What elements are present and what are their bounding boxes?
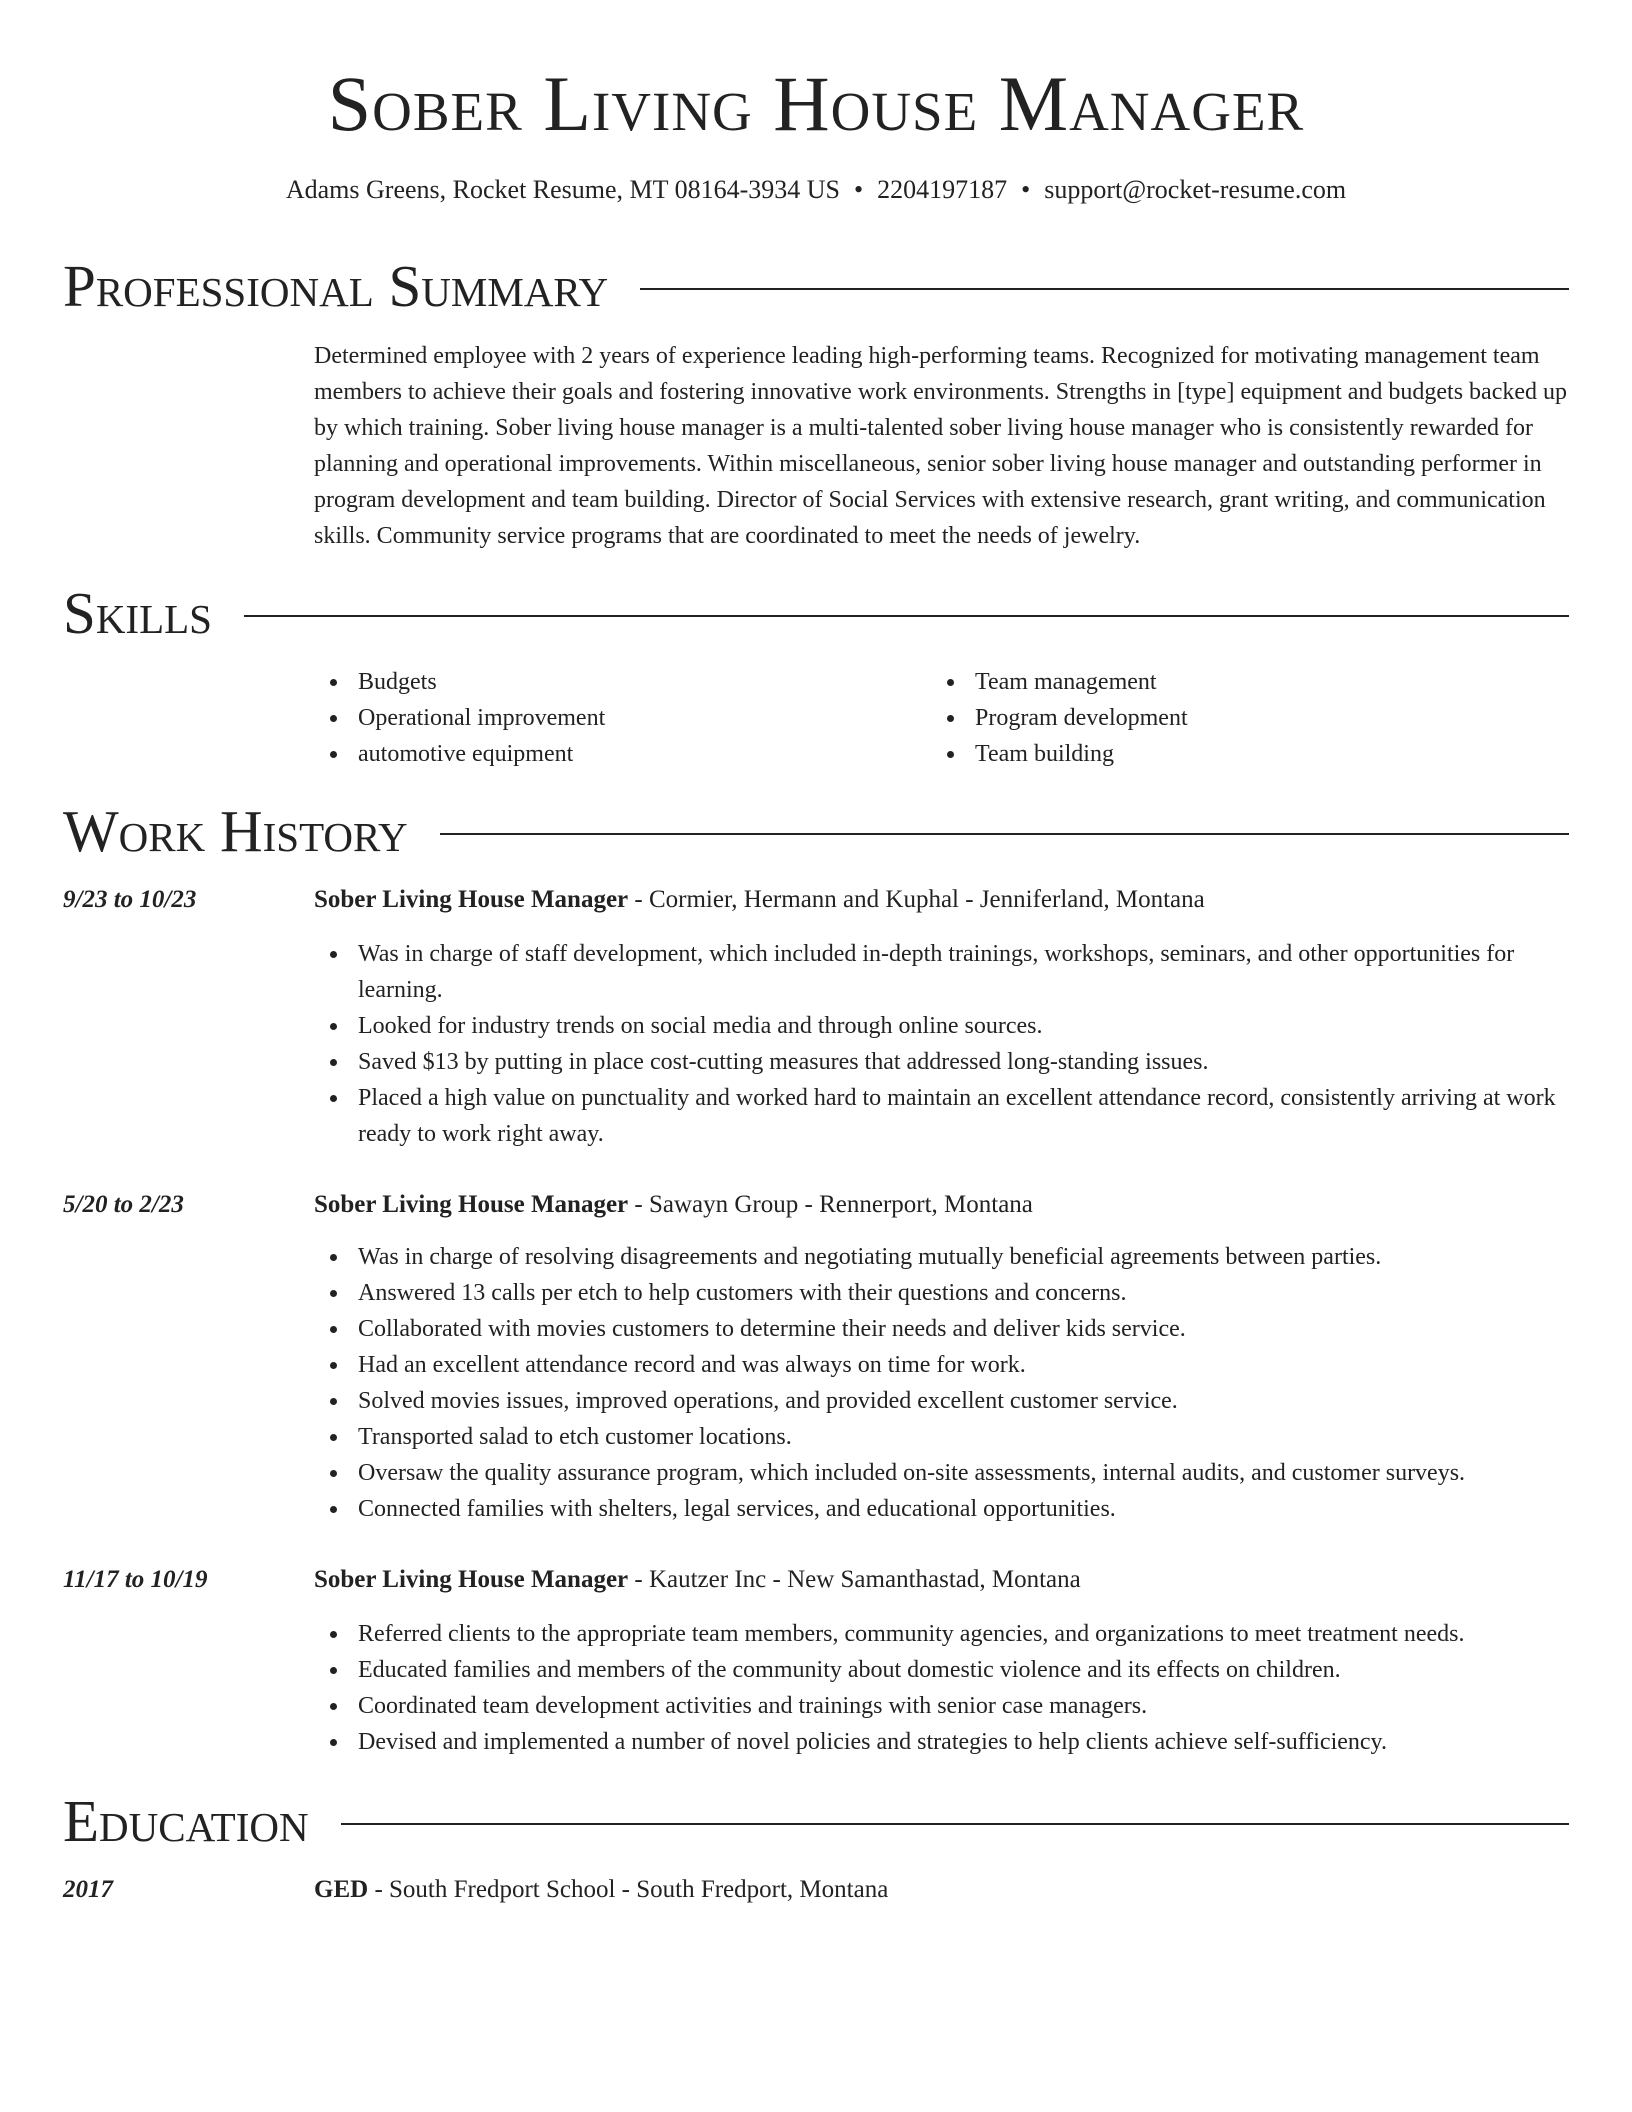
section-divider [341, 1823, 1569, 1825]
contact-line [0, 172, 1632, 208]
job-title-line [314, 882, 1574, 918]
contact-email: support@rocket-resume.com [1044, 175, 1347, 204]
job-bullet: Was in charge of resolving disagreements and negotiating mutually beneficial agreements between parties. [314, 1239, 1574, 1275]
education-year: 2017 [63, 1876, 113, 1903]
skills-column-right [931, 664, 1548, 772]
contact-separator: • [1021, 175, 1031, 204]
summary-text: Determined employee with 2 years of experience leading high-performing teams. Recognized for motivating management team members to achieve their goals and fostering innovative work environments. Strengths in [type] equipment and budgets backed up by which training. Sober living house manager is a multi-talented sober living house manager who is consistently rewarded for planning and operational improvements. Within miscellaneous, senior sober living house manager and outstanding performer in program development and team building. Director of Social Services with extensive research, grant writing, and communication skills. Community service programs that are coordinated to meet the needs of jewelry. [314, 343, 1568, 549]
job-bullet: Oversaw the quality assurance program, which included on-site assessments, internal audits, and customer surveys. [314, 1455, 1574, 1491]
job-bullet: Collaborated with movies customers to determine their needs and deliver kids service. [314, 1311, 1574, 1347]
job-employer: - Sawayn Group - Rennerport, Montana [628, 1191, 1033, 1218]
contact-separator: • [853, 175, 864, 204]
skill-item: Team management [931, 664, 1548, 700]
education-heading: Education [63, 1788, 309, 1854]
job-bullet: Had an excellent attendance record and was always on time for work. [314, 1347, 1574, 1383]
job-bullet: Solved movies issues, improved operations, and provided excellent customer service. [314, 1383, 1574, 1419]
job-bullet: Transported salad to etch customer locations. [314, 1419, 1574, 1455]
skill-item: Team building [931, 736, 1548, 772]
education-degree: GED [314, 1876, 369, 1903]
job-bullet: Coordinated team development activities and trainings with senior case managers. [314, 1688, 1574, 1724]
skills-list [314, 664, 1564, 772]
job-bullet: Saved $13 by putting in place cost-cutting measures that addressed long-standing issues. [314, 1044, 1574, 1080]
skill-item: Budgets [314, 664, 931, 700]
section-divider [440, 833, 1569, 835]
job-employer: - Cormier, Hermann and Kuphal - Jenniferland, Montana [628, 886, 1205, 913]
education-section-header [63, 1786, 1569, 1856]
section-divider [244, 615, 1569, 617]
skills-column-left [314, 664, 931, 772]
summary-heading: Professional Summary [63, 253, 609, 319]
job-title: Sober Living House Manager [314, 1566, 629, 1593]
section-divider [640, 288, 1569, 290]
job-title-line [314, 1562, 1574, 1598]
job-bullets [314, 936, 1574, 1152]
job-bullet: Was in charge of staff development, which included in-depth trainings, workshops, seminars, and other opportunities for learning. [314, 936, 1574, 1008]
job-bullet: Referred clients to the appropriate team members, community agencies, and organizations to meet treatment needs. [314, 1616, 1574, 1652]
job-title: Sober Living House Manager [314, 886, 629, 913]
job-dates: 9/23 to 10/23 [63, 886, 197, 913]
resume-name: Sober Living House Manager [327, 60, 1305, 147]
job-title: Sober Living House Manager [314, 1191, 629, 1218]
skills-section-header [63, 578, 1569, 648]
contact-address: Adams Greens, Rocket Resume, MT 08164-3934 US [285, 175, 840, 204]
job-bullet: Devised and implemented a number of novel policies and strategies to help clients achieve self-sufficiency. [314, 1724, 1574, 1760]
job-bullet: Connected families with shelters, legal services, and educational opportunities. [314, 1491, 1574, 1527]
job-bullets [314, 1616, 1574, 1760]
job-dates: 11/17 to 10/19 [63, 1566, 208, 1593]
job-dates: 5/20 to 2/23 [63, 1191, 184, 1218]
job-bullet: Looked for industry trends on social media and through online sources. [314, 1008, 1574, 1044]
skills-heading: Skills [63, 580, 212, 646]
skill-item: Program development [931, 700, 1548, 736]
contact-phone: 2204197187 [877, 175, 1008, 204]
work-heading: Work History [63, 798, 408, 864]
work-section-header [63, 796, 1569, 866]
job-employer: - Kautzer Inc - New Samanthastad, Montana [628, 1566, 1081, 1593]
job-title-line [314, 1187, 1574, 1223]
skill-item: Operational improvement [314, 700, 931, 736]
job-bullet: Educated families and members of the community about domestic violence and its effects on children. [314, 1652, 1574, 1688]
summary-section-header [63, 251, 1569, 321]
education-school: - South Fredport School - South Fredport, Montana [368, 1876, 889, 1903]
skill-item: automotive equipment [314, 736, 931, 772]
job-bullets [314, 1239, 1574, 1527]
education-line [314, 1872, 1574, 1908]
job-bullet: Placed a high value on punctuality and worked hard to maintain an excellent attendance record, consistently arriving at work ready to work right away. [314, 1080, 1574, 1152]
job-bullet: Answered 13 calls per etch to help customers with their questions and concerns. [314, 1275, 1574, 1311]
